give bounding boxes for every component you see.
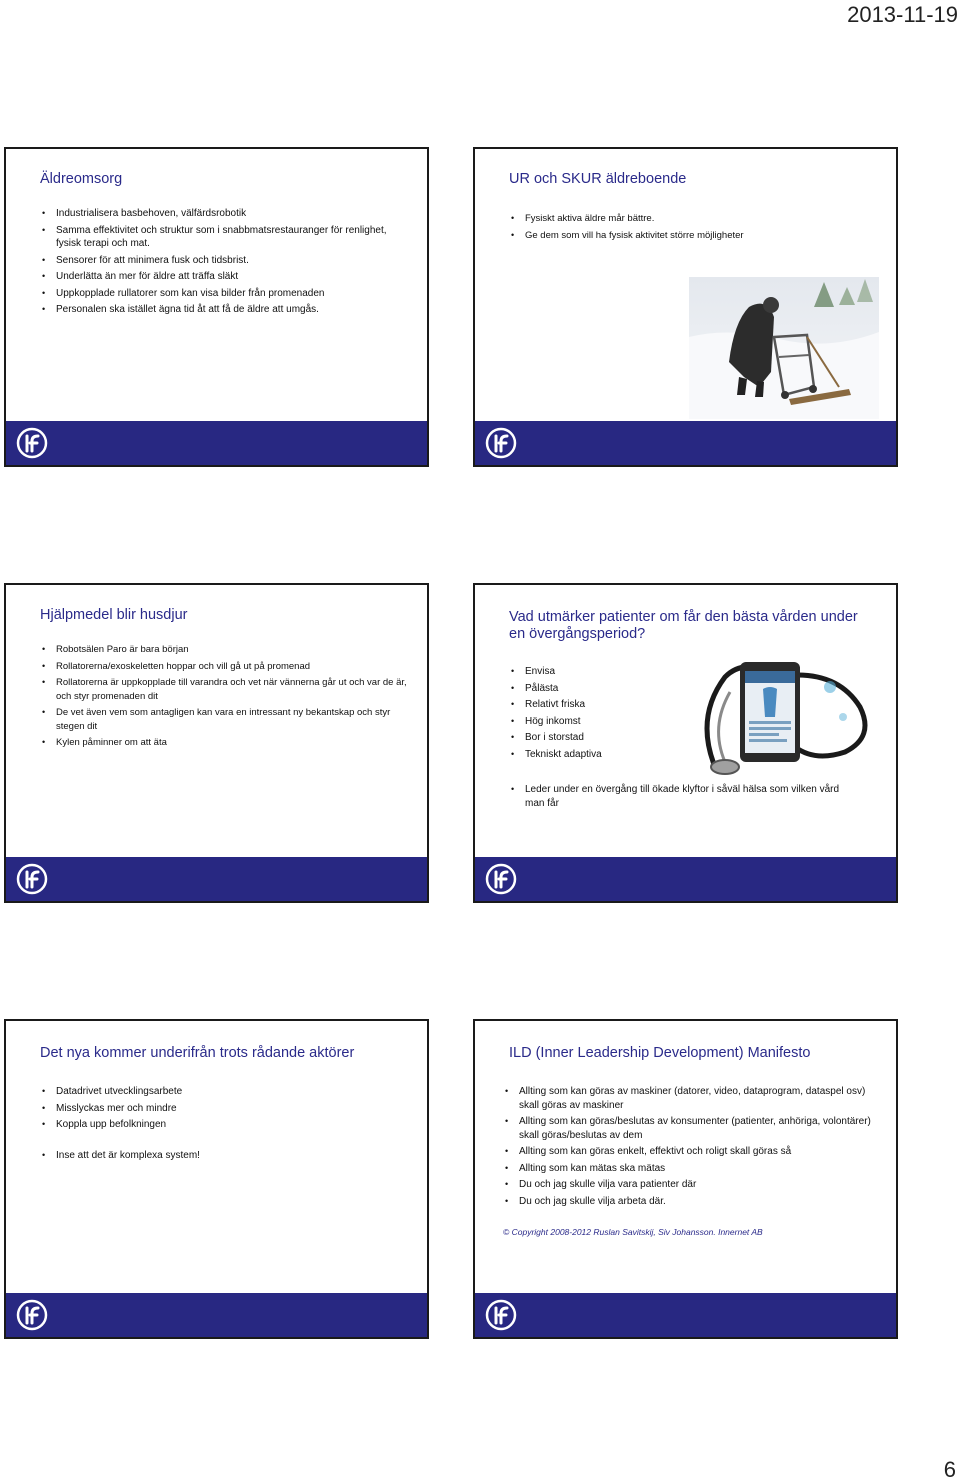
bullet-item: • Kylen påminner om att äta — [40, 736, 410, 750]
bullet-list — [503, 1085, 873, 1211]
slide-title: UR och SKUR äldreboende — [509, 171, 687, 187]
bullet-item: • Tekniskt adaptiva — [509, 748, 689, 762]
winter-walker-photo — [689, 277, 879, 419]
logo-icon — [485, 863, 517, 895]
date-label: 2013-11-19 — [847, 2, 958, 27]
stethoscope-phone-image — [685, 657, 880, 777]
slide-det-nya — [4, 1019, 429, 1339]
bullet-item: • Du och jag skulle vilja vara patienter där — [503, 1178, 873, 1192]
bullet-item: • Rollatorerna är uppkopplade till varandra och vet när vännerna går ut och var de är, och styr promenaden dit — [40, 676, 410, 703]
logo-icon — [16, 427, 48, 459]
bullet-item: • Fysiskt aktiva äldre mår bättre. — [509, 212, 879, 226]
logo-icon — [485, 427, 517, 459]
bullet-item: • Uppkopplade rullatorer som kan visa bilder från promenaden — [40, 287, 390, 301]
bullet-item: • Envisa — [509, 665, 689, 679]
slide-footer-bar — [6, 421, 427, 465]
bullet-item: • Robotsälen Paro är bara början — [40, 643, 410, 657]
bullet-item: • Underlätta än mer för äldre att träffa släkt — [40, 270, 390, 284]
slide-footer-bar — [475, 857, 896, 901]
bullet-item: • Samma effektivitet och struktur som i snabbmatsrestauranger för renlighet, fysisk terapi och mat. — [40, 224, 390, 251]
page-number: 6 — [943, 1457, 956, 1482]
bullet-item: • Koppla upp befolkningen — [40, 1118, 390, 1132]
bullet-list — [40, 207, 390, 320]
bullet-item: • Allting som kan göras enkelt, effektivt och roligt skall göras så — [503, 1145, 873, 1159]
logo-icon — [16, 1299, 48, 1331]
slide-title: ILD (Inner Leadership Development) Manifesto — [509, 1045, 811, 1061]
slide-ild-manifesto — [473, 1019, 898, 1339]
bullet-list — [40, 643, 410, 753]
slide-title: Vad utmärker patienter om får den bästa vården under en övergångsperiod? — [509, 609, 858, 642]
bullet-item: • Industrialisera basbehoven, välfärdsrobotik — [40, 207, 390, 221]
slide-footer-bar — [475, 421, 896, 465]
slide-aldreomsorg — [4, 147, 429, 467]
bullet-list-secondary — [509, 783, 859, 813]
copyright-text: © Copyright 2008-2012 Ruslan Savitskij, Siv Johansson. Innernet AB — [503, 1227, 763, 1237]
bullet-item: • Pålästa — [509, 682, 689, 696]
bullet-item: • Bor i storstad — [509, 731, 689, 745]
slide-footer-bar — [6, 1293, 427, 1337]
slide-title: Hjälpmedel blir husdjur — [40, 607, 188, 623]
slide-title: Äldreomsorg — [40, 171, 123, 187]
bullet-item: • Inse att det är komplexa system! — [40, 1149, 390, 1163]
bullet-item: • Relativt friska — [509, 698, 689, 712]
slide-ur-och-skur — [473, 147, 898, 467]
bullet-item: • De vet även vem som antagligen kan vara en intressant ny bekantskap och styr stegen dit — [40, 706, 410, 733]
slide-footer-bar — [6, 857, 427, 901]
bullet-item: • Allting som kan mätas ska mätas — [503, 1162, 873, 1176]
bullet-list — [509, 665, 689, 764]
bullet-item: • Allting som kan göras/beslutas av konsumenter (patienter, anhöriga, volontärer) skall göras/beslutas av dem — [503, 1115, 873, 1142]
bullet-item: • Hög inkomst — [509, 715, 689, 729]
logo-icon — [485, 1299, 517, 1331]
bullet-item: • Allting som kan göras av maskiner (datorer, video, dataprogram, dataspel osv) skall göras av maskiner — [503, 1085, 873, 1112]
bullet-item: • Datadrivet utvecklingsarbete — [40, 1085, 390, 1099]
bullet-item: • Misslyckas mer och mindre — [40, 1102, 390, 1116]
bullet-item: • Leder under en övergång till ökade klyftor i såväl hälsa som vilken vård man får — [509, 783, 859, 810]
logo-icon — [16, 863, 48, 895]
bullet-item: • Ge dem som vill ha fysisk aktivitet större möjligheter — [509, 229, 879, 243]
bullet-item: • Personalen ska istället ägna tid åt att få de äldre att umgås. — [40, 303, 390, 317]
slide-footer-bar — [475, 1293, 896, 1337]
bullet-list — [509, 212, 879, 245]
bullet-item: • Du och jag skulle vilja arbeta där. — [503, 1195, 873, 1209]
bullet-item: • Sensorer för att minimera fusk och tidsbrist. — [40, 254, 390, 268]
slide-title: Det nya kommer underifrån trots rådande aktörer — [40, 1045, 355, 1061]
slide-vad-utmarker — [473, 583, 898, 903]
bullet-list — [40, 1085, 390, 1165]
slide-hjalpmedel — [4, 583, 429, 903]
bullet-item: • Rollatorerna/exoskeletten hoppar och vill gå ut på promenad — [40, 660, 410, 674]
